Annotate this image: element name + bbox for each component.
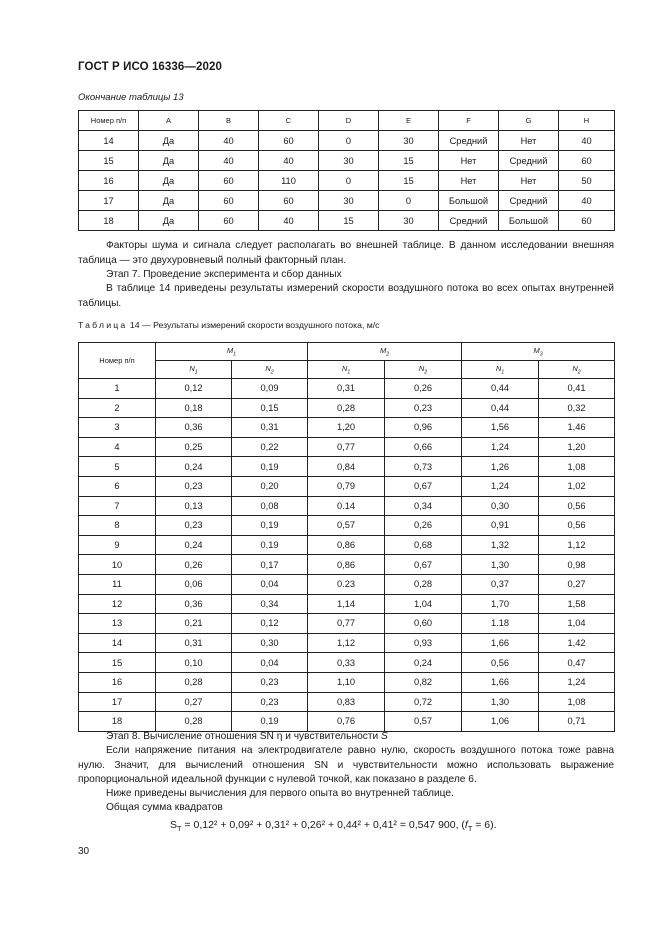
- paragraph-zero-point: Если напряжение питания на электродвигателе равно нулю, скорость воздушного потока тоже равна нулю. Значит, для вычислений отношения SN и чувствительности можно использовать выражение пропорциональной идеальной функции с нулевой точкой, как показано в разделе 6.: [78, 745, 614, 785]
- table-cell: 0.23: [308, 574, 385, 594]
- table-cell: 1,12: [308, 633, 385, 653]
- table-cell: 1,20: [308, 418, 385, 438]
- table-row: [79, 476, 615, 496]
- table-14-caption-word: Таблица: [78, 320, 128, 330]
- table-cell: 1.18: [462, 614, 539, 634]
- group-m1: $M_1$: [156, 343, 308, 361]
- table-cell: 1,10: [308, 672, 385, 692]
- table-cell: 0,47: [539, 653, 615, 673]
- subcol-n1: $N_1$: [308, 361, 385, 379]
- group-m3: $M_3$: [462, 343, 615, 361]
- table-13-col-header: G: [499, 111, 559, 131]
- table-cell: 60: [199, 211, 259, 231]
- table-cell: 0,23: [156, 476, 232, 496]
- table-cell: 15: [319, 211, 379, 231]
- table-cell: 0,23: [232, 672, 308, 692]
- table-14-group-row: [79, 343, 615, 361]
- table-cell: 40: [259, 151, 319, 171]
- table-13-col-header: B: [199, 111, 259, 131]
- table-row: [79, 614, 615, 634]
- total-sum-formula: $S_T = 0,12^2 + 0,09^2 + 0,31^2 + 0,26^2 + 0,44^2 + 0,41^2 = 0,547$ 900, $(f_T = 6)$.: [170, 819, 497, 834]
- table-cell: 0,86: [308, 535, 385, 555]
- table-cell: 4: [79, 437, 156, 457]
- table-cell: 1,24: [539, 672, 615, 692]
- table-row: [79, 535, 615, 555]
- table-cell: 0,23: [385, 398, 462, 418]
- table-cell: 1,26: [462, 457, 539, 477]
- table-13: [78, 110, 615, 231]
- table-cell: Большой: [439, 191, 499, 211]
- table-cell: 40: [559, 191, 615, 211]
- table-cell: 18: [79, 712, 156, 732]
- table-cell: 9: [79, 535, 156, 555]
- table-row: [79, 151, 615, 171]
- paragraph-stage8: Этап 8. Вычисление отношения SN η и чувствительности S: [106, 731, 388, 742]
- table-cell: 0,86: [308, 555, 385, 575]
- table-cell: 5: [79, 457, 156, 477]
- table-cell: 1,42: [539, 633, 615, 653]
- table-cell: 0,79: [308, 476, 385, 496]
- table-cell: 0,71: [539, 712, 615, 732]
- table-cell: 0,09: [232, 379, 308, 399]
- table-cell: 8: [79, 516, 156, 536]
- table-cell: 1,08: [539, 457, 615, 477]
- table-cell: 1,04: [539, 614, 615, 634]
- table-cell: 0,44: [462, 398, 539, 418]
- table-cell: 0,24: [385, 653, 462, 673]
- table-cell: 0,12: [232, 614, 308, 634]
- table-row: [79, 171, 615, 191]
- table-cell: 0,72: [385, 692, 462, 712]
- table-cell: 60: [199, 171, 259, 191]
- table-cell: Средний: [499, 151, 559, 171]
- group-m2: $M_2$: [308, 343, 462, 361]
- table-cell: 0,31: [308, 379, 385, 399]
- table-cell: 0,44: [462, 379, 539, 399]
- table-cell: 0,28: [156, 712, 232, 732]
- table-cell: 0,26: [385, 516, 462, 536]
- table-cell: 0,06: [156, 574, 232, 594]
- table-cell: 40: [199, 131, 259, 151]
- table-cell: 0,34: [232, 594, 308, 614]
- table-cell: 0,13: [156, 496, 232, 516]
- table-row: [79, 398, 615, 418]
- table-cell: 14: [79, 633, 156, 653]
- table-cell: 0,57: [385, 712, 462, 732]
- table-cell: 0,82: [385, 672, 462, 692]
- table-cell: 0,21: [156, 614, 232, 634]
- table-cell: 0,23: [156, 516, 232, 536]
- table-cell: 17: [79, 191, 139, 211]
- table-cell: 0,37: [462, 574, 539, 594]
- table-row: [79, 437, 615, 457]
- table-cell: 11: [79, 574, 156, 594]
- table-row: [79, 211, 615, 231]
- subcol-n2: $N_2$: [385, 361, 462, 379]
- table-cell: Средний: [499, 191, 559, 211]
- paragraph-total-sum: Общая сумма квадратов: [106, 802, 223, 813]
- table-cell: 6: [79, 476, 156, 496]
- table-cell: 0,60: [385, 614, 462, 634]
- table-cell: 14: [79, 131, 139, 151]
- table-cell: 10: [79, 555, 156, 575]
- subcol-n2: $N_2$: [232, 361, 308, 379]
- table-row: [79, 457, 615, 477]
- table-cell: 1,04: [385, 594, 462, 614]
- table-cell: 0,17: [232, 555, 308, 575]
- table-cell: Да: [139, 171, 199, 191]
- table-14-subcol-row: [79, 361, 615, 379]
- subcol-n1: $N_1$: [156, 361, 232, 379]
- table-cell: 0,04: [232, 574, 308, 594]
- table-cell: 0,19: [232, 535, 308, 555]
- table-row: [79, 712, 615, 732]
- table-cell: 0,77: [308, 614, 385, 634]
- table-cell: 0,56: [539, 496, 615, 516]
- table-cell: 0,76: [308, 712, 385, 732]
- table-cell: 15: [379, 171, 439, 191]
- table-cell: 60: [199, 191, 259, 211]
- table-row: [79, 692, 615, 712]
- table-14-rowhead: Номер п/п: [79, 343, 156, 379]
- table-cell: 0,91: [462, 516, 539, 536]
- table-cell: 0,56: [462, 653, 539, 673]
- table-row: [79, 418, 615, 438]
- table-cell: 0,31: [232, 418, 308, 438]
- table-cell: 2: [79, 398, 156, 418]
- table-cell: Нет: [439, 151, 499, 171]
- table-cell: 18: [79, 211, 139, 231]
- table-cell: 0,19: [232, 712, 308, 732]
- table-cell: 1,24: [462, 437, 539, 457]
- table-cell: 0,28: [385, 574, 462, 594]
- table-cell: 0,93: [385, 633, 462, 653]
- table-cell: 0,96: [385, 418, 462, 438]
- table-13-col-header: F: [439, 111, 499, 131]
- table-cell: 1,66: [462, 672, 539, 692]
- table-13-header-row: [79, 111, 615, 131]
- table-cell: 12: [79, 594, 156, 614]
- table-cell: 0,36: [156, 594, 232, 614]
- table-cell: 1,56: [462, 418, 539, 438]
- table-cell: 1,02: [539, 476, 615, 496]
- table-row: [79, 516, 615, 536]
- table-cell: 50: [559, 171, 615, 191]
- table-cell: 30: [319, 191, 379, 211]
- table-cell: 0,33: [308, 653, 385, 673]
- table-cell: 1,70: [462, 594, 539, 614]
- table-cell: 13: [79, 614, 156, 634]
- table-row: [79, 672, 615, 692]
- subcol-n1: $N_1$: [462, 361, 539, 379]
- table-cell: 0,24: [156, 457, 232, 477]
- table-cell: 0,18: [156, 398, 232, 418]
- table-cell: 0,27: [156, 692, 232, 712]
- table-14-caption-text: 14 — Результаты измерений скорости воздушного потока, м/с: [129, 320, 380, 330]
- table-cell: 0,15: [232, 398, 308, 418]
- table-cell: 30: [379, 131, 439, 151]
- table-14: [78, 342, 615, 732]
- subcol-n2: $N_2$: [539, 361, 615, 379]
- table-cell: 0,66: [385, 437, 462, 457]
- table-cell: Средний: [439, 131, 499, 151]
- table-cell: Нет: [499, 171, 559, 191]
- table-cell: 0,56: [539, 516, 615, 536]
- table-cell: 0,27: [539, 574, 615, 594]
- table-cell: 40: [259, 211, 319, 231]
- table-cell: 1,24: [462, 476, 539, 496]
- table-cell: 1,32: [462, 535, 539, 555]
- table-cell: 60: [559, 151, 615, 171]
- table-row: [79, 496, 615, 516]
- table-cell: 0,04: [232, 653, 308, 673]
- table-cell: 15: [79, 653, 156, 673]
- table-13-caption: Окончание таблицы 13: [78, 92, 184, 103]
- table-13-col-header: E: [379, 111, 439, 131]
- table-cell: 17: [79, 692, 156, 712]
- table-cell: 0,77: [308, 437, 385, 457]
- table-cell: 1: [79, 379, 156, 399]
- standard-header: ГОСТ Р ИСО 16336—2020: [78, 61, 223, 73]
- table-cell: 0,32: [539, 398, 615, 418]
- table-row: [79, 653, 615, 673]
- table-cell: 0,36: [156, 418, 232, 438]
- table-cell: 1,14: [308, 594, 385, 614]
- table-cell: 0,67: [385, 555, 462, 575]
- table-cell: 1,30: [462, 692, 539, 712]
- table-cell: 0,28: [308, 398, 385, 418]
- table-cell: 60: [259, 131, 319, 151]
- page-number: 30: [78, 846, 90, 857]
- table-cell: 0,23: [232, 692, 308, 712]
- table-13-col-header: Номер п/п: [79, 111, 139, 131]
- paragraph-calc-intro: Ниже приведены вычисления для первого опыта во внутренней таблице.: [106, 788, 454, 799]
- table-cell: 0,12: [156, 379, 232, 399]
- table-13-col-header: A: [139, 111, 199, 131]
- table-cell: Да: [139, 211, 199, 231]
- table-row: [79, 574, 615, 594]
- table-cell: 1,30: [462, 555, 539, 575]
- table-cell: 1,12: [539, 535, 615, 555]
- table-cell: 1,06: [462, 712, 539, 732]
- table-cell: 1,20: [539, 437, 615, 457]
- table-cell: 0,68: [385, 535, 462, 555]
- table-cell: 15: [379, 151, 439, 171]
- table-cell: 0,24: [156, 535, 232, 555]
- table-cell: 0,83: [308, 692, 385, 712]
- table-cell: 0: [319, 171, 379, 191]
- table-row: [79, 379, 615, 399]
- table-cell: 0.14: [308, 496, 385, 516]
- table-cell: 0,73: [385, 457, 462, 477]
- table-cell: 60: [559, 211, 615, 231]
- table-cell: Нет: [499, 131, 559, 151]
- table-cell: Большой: [499, 211, 559, 231]
- table-cell: 3: [79, 418, 156, 438]
- table-cell: 30: [319, 151, 379, 171]
- table-cell: 40: [199, 151, 259, 171]
- table-cell: 0,28: [156, 672, 232, 692]
- table-cell: 1,58: [539, 594, 615, 614]
- table-13-col-header: D: [319, 111, 379, 131]
- paragraph-table14-intro: В таблице 14 приведены результаты измерений скорости воздушного потока во всех опытах внутренней таблицы.: [78, 283, 614, 309]
- table-cell: 1,66: [462, 633, 539, 653]
- table-cell: 1,46: [539, 418, 615, 438]
- table-cell: 0,19: [232, 457, 308, 477]
- table-cell: 0,08: [232, 496, 308, 516]
- table-13-col-header: C: [259, 111, 319, 131]
- table-cell: 0,30: [462, 496, 539, 516]
- table-cell: 0,67: [385, 476, 462, 496]
- table-cell: Да: [139, 131, 199, 151]
- table-14-caption: [78, 320, 380, 330]
- table-row: [79, 594, 615, 614]
- table-cell: Да: [139, 151, 199, 171]
- table-row: [79, 555, 615, 575]
- table-cell: 0,57: [308, 516, 385, 536]
- table-cell: 60: [259, 191, 319, 211]
- table-cell: 0: [319, 131, 379, 151]
- table-cell: 0,26: [156, 555, 232, 575]
- table-cell: 0,22: [232, 437, 308, 457]
- table-cell: 0,25: [156, 437, 232, 457]
- table-cell: 30: [379, 211, 439, 231]
- table-cell: 15: [79, 151, 139, 171]
- table-cell: 1,08: [539, 692, 615, 712]
- table-cell: 0,84: [308, 457, 385, 477]
- table-cell: Да: [139, 191, 199, 211]
- table-13-col-header: H: [559, 111, 615, 131]
- table-cell: 0,26: [385, 379, 462, 399]
- table-cell: 0,34: [385, 496, 462, 516]
- table-cell: 0,31: [156, 633, 232, 653]
- table-cell: 110: [259, 171, 319, 191]
- table-cell: 0,10: [156, 653, 232, 673]
- paragraph-stage7: Этап 7. Проведение эксперимента и сбор данных: [106, 269, 342, 280]
- table-cell: 0,20: [232, 476, 308, 496]
- table-cell: Средний: [439, 211, 499, 231]
- table-row: [79, 131, 615, 151]
- paragraph-factors: Факторы шума и сигнала следует располагать во внешней таблице. В данном исследовании внешняя таблица — это двухуровневый полный факторный план.: [78, 240, 614, 266]
- table-cell: 40: [559, 131, 615, 151]
- table-cell: 0: [379, 191, 439, 211]
- table-row: [79, 633, 615, 653]
- table-cell: Нет: [439, 171, 499, 191]
- table-row: [79, 191, 615, 211]
- table-cell: 0,98: [539, 555, 615, 575]
- table-cell: 0,19: [232, 516, 308, 536]
- table-cell: 0,30: [232, 633, 308, 653]
- table-cell: 16: [79, 171, 139, 191]
- table-cell: 7: [79, 496, 156, 516]
- table-cell: 0,41: [539, 379, 615, 399]
- table-cell: 16: [79, 672, 156, 692]
